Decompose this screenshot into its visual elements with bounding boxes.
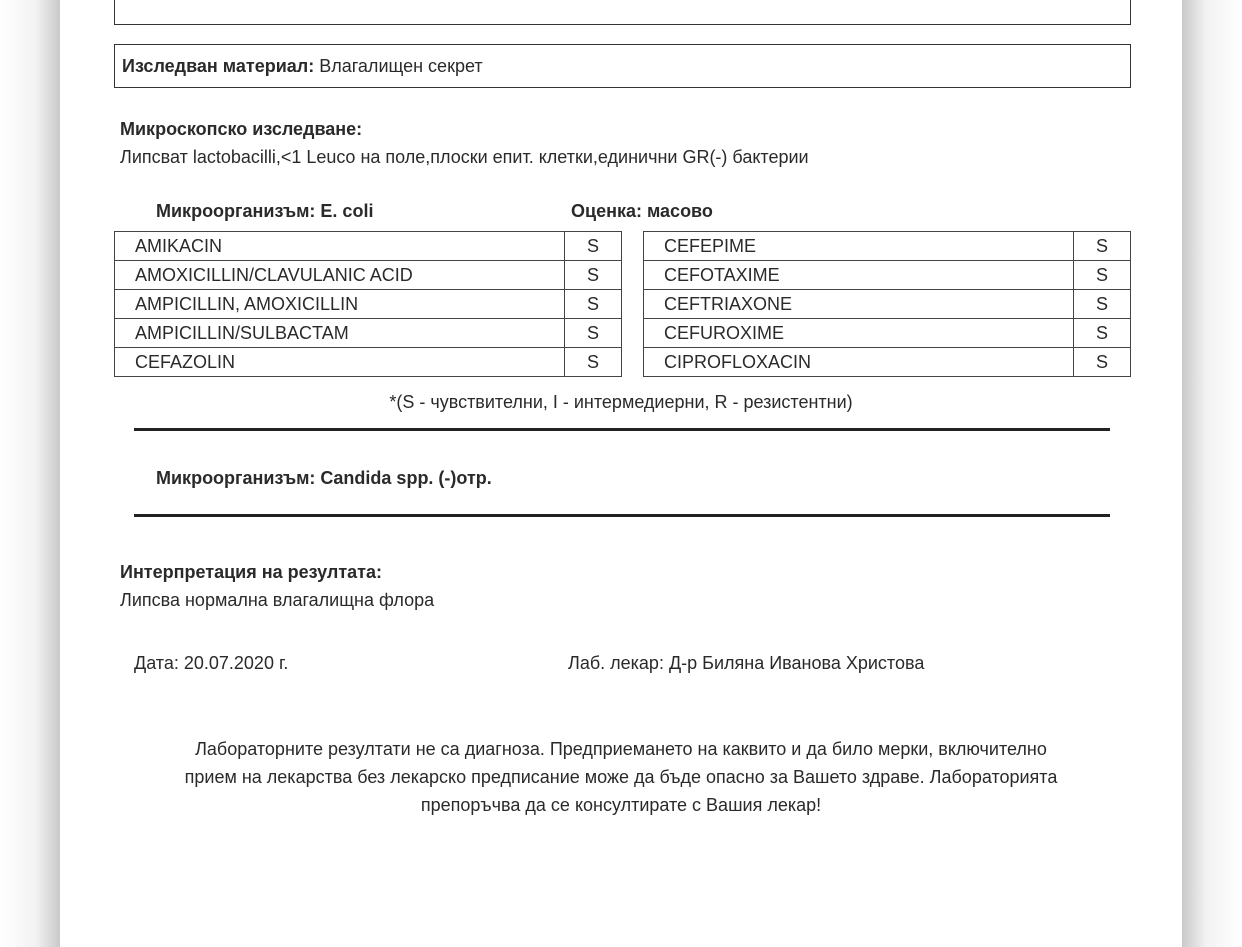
table-row bbox=[644, 290, 1131, 319]
drug-result: S bbox=[1074, 290, 1131, 319]
drug-result: S bbox=[1074, 319, 1131, 348]
drug-name: CEFTRIAXONE bbox=[644, 290, 1074, 319]
microscopy-value: Липсват lactobacilli,<1 Leuco на поле,плоски епит. клетки,единични GR(-) бактерии bbox=[120, 147, 809, 167]
top-box bbox=[114, 0, 1131, 25]
drug-result: S bbox=[1074, 261, 1131, 290]
divider bbox=[134, 428, 1110, 431]
drug-name: AMPICILLIN, AMOXICILLIN bbox=[115, 290, 565, 319]
microscopy-label: Микроскопско изследване: bbox=[120, 119, 363, 139]
interpretation-value: Липсва нормална влагалищна флора bbox=[120, 590, 435, 610]
drug-name: AMIKACIN bbox=[115, 232, 565, 261]
table-row bbox=[644, 348, 1131, 377]
susceptibility-table-right bbox=[643, 231, 1131, 377]
drug-name: AMPICILLIN/SULBACTAM bbox=[115, 319, 565, 348]
page-shadow-right bbox=[1182, 0, 1242, 947]
material-box bbox=[114, 44, 1131, 88]
table-row bbox=[115, 348, 622, 377]
drug-name: CEFOTAXIME bbox=[644, 261, 1074, 290]
drug-name: CEFUROXIME bbox=[644, 319, 1074, 348]
divider bbox=[134, 514, 1110, 517]
table-row bbox=[644, 232, 1131, 261]
report-date: Дата: 20.07.2020 г. bbox=[134, 653, 289, 673]
drug-result: S bbox=[1074, 348, 1131, 377]
disclaimer-line: прием на лекарства без лекарско предписание може да бъде опасно за Вашето здраве. Лабораторията bbox=[184, 767, 1058, 787]
disclaimer-line: препоръчва да се консултирате с Вашия лекар! bbox=[420, 795, 822, 815]
drug-result: S bbox=[565, 261, 622, 290]
drug-name: CEFEPIME bbox=[644, 232, 1074, 261]
page-shadow-left bbox=[0, 0, 60, 947]
table-row bbox=[115, 261, 622, 290]
disclaimer bbox=[120, 735, 1122, 819]
table-row bbox=[115, 319, 622, 348]
lab-doctor: Лаб. лекар: Д-р Биляна Иванова Христова bbox=[568, 653, 925, 673]
drug-result: S bbox=[565, 232, 622, 261]
drug-name: CEFAZOLIN bbox=[115, 348, 565, 377]
disclaimer-line: Лабораторните резултати не са диагноза. Предприемането на каквито и да било мерки, включително bbox=[195, 739, 1047, 759]
table-row bbox=[115, 232, 622, 261]
susceptibility-table-left bbox=[114, 231, 622, 377]
table-row bbox=[115, 290, 622, 319]
organism2-label: Микроорганизъм: Candida spp. (-)отр. bbox=[156, 468, 492, 488]
interpretation-label: Интерпретация на резултата: bbox=[120, 562, 382, 582]
table-row bbox=[644, 319, 1131, 348]
drug-name: AMOXICILLIN/CLAVULANIC ACID bbox=[115, 261, 565, 290]
material-value: Влагалищен секрет bbox=[319, 56, 483, 76]
material-label: Изследван материал: bbox=[122, 56, 315, 76]
drug-result: S bbox=[565, 348, 622, 377]
drug-result: S bbox=[1074, 232, 1131, 261]
organism1-rating: Оценка: масово bbox=[571, 201, 713, 221]
legend-note: *(S - чувствителни, I - интермедиерни, R - резистентни) bbox=[389, 392, 853, 412]
organism1-label: Микроорганизъм: E. coli bbox=[156, 201, 374, 221]
drug-result: S bbox=[565, 290, 622, 319]
drug-result: S bbox=[565, 319, 622, 348]
drug-name: CIPROFLOXACIN bbox=[644, 348, 1074, 377]
table-row bbox=[644, 261, 1131, 290]
